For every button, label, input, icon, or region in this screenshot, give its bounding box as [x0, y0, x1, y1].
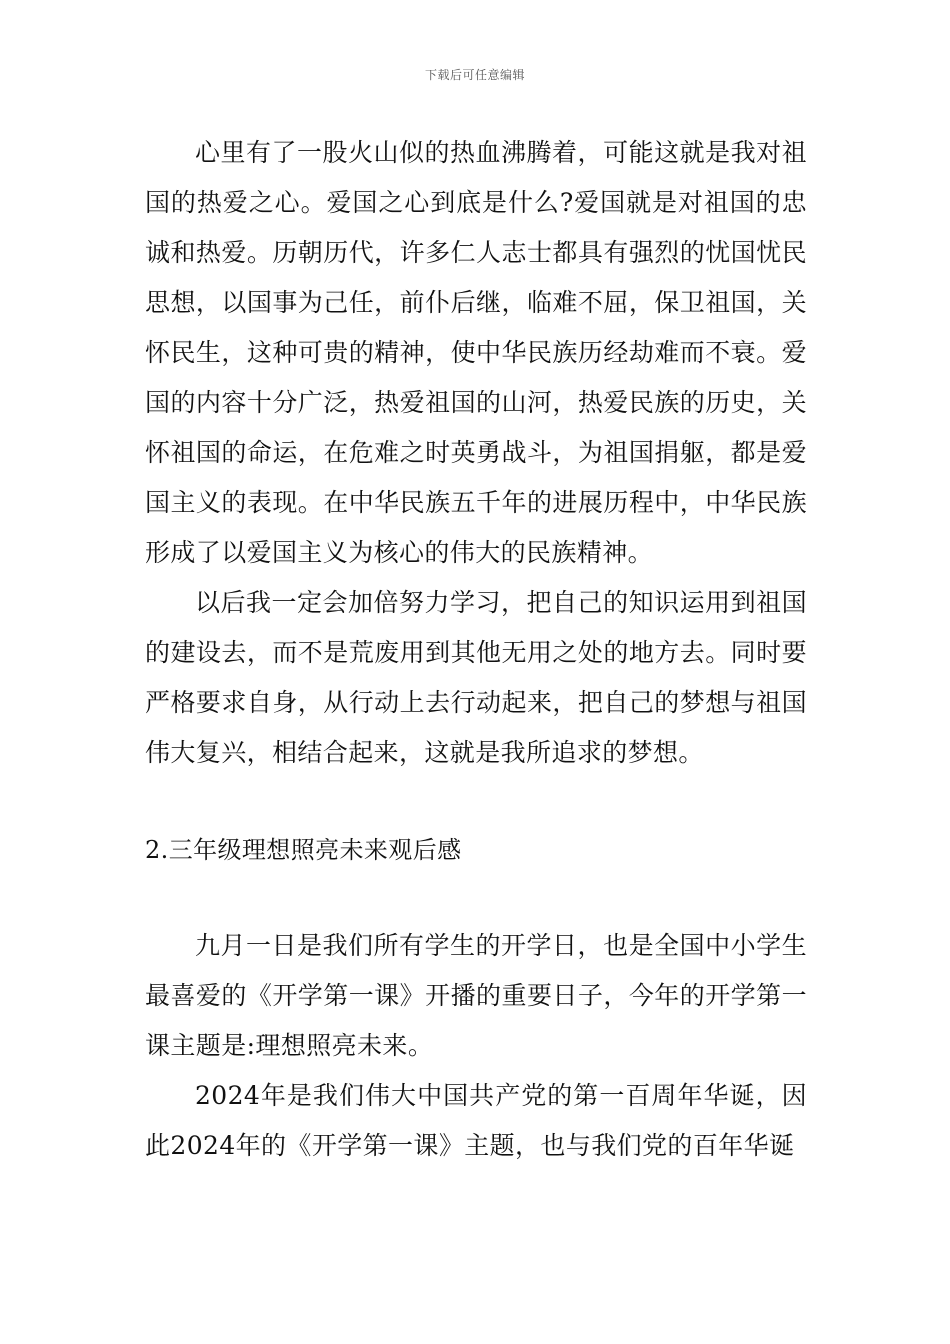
header-note: 下载后可任意编辑 [424, 68, 525, 82]
paragraph: 2024年是我们伟大中国共产党的第一百周年华诞，因此2024年的《开学第一课》主题，也与我们党的百年华诞 [145, 1081, 807, 1160]
section-heading: 2.三年级理想照亮未来观后感 [145, 836, 462, 864]
paragraph: 心里有了一股火山似的热血沸腾着，可能这就是我对祖国的热爱之心。爱国之心到底是什么?爱国就是对祖国的忠诚和热爱。历朝历代，许多仁人志士都具有强烈的忧国忧民思想，以国事为己任，前仆后继，临难不屈，保卫祖国，关怀民生，这种可贵的精神，使中华民族历经劫难而不衰。爱国的内容十分广泛，热爱祖国的山河，热爱民族的历史，关怀祖国的命运，在危难之时英勇战斗，为祖国捐躯，都是爱国主义的表现。在中华民族五千年的进展历程中，中华民族形成了以爱国主义为核心的伟大的民族精神。 [145, 138, 807, 567]
document-body [145, 128, 807, 1171]
paragraph: 九月一日是我们所有学生的开学日，也是全国中小学生最喜爱的《开学第一课》开播的重要日子，今年的开学第一课主题是:理想照亮未来。 [145, 931, 807, 1060]
paragraph: 以后我一定会加倍努力学习，把自己的知识运用到祖国的建设去，而不是荒废用到其他无用之处的地方去。同时要严格要求自身，从行动上去行动起来，把自己的梦想与祖国伟大复兴，相结合起来，这就是我所追求的梦想。 [145, 588, 807, 767]
